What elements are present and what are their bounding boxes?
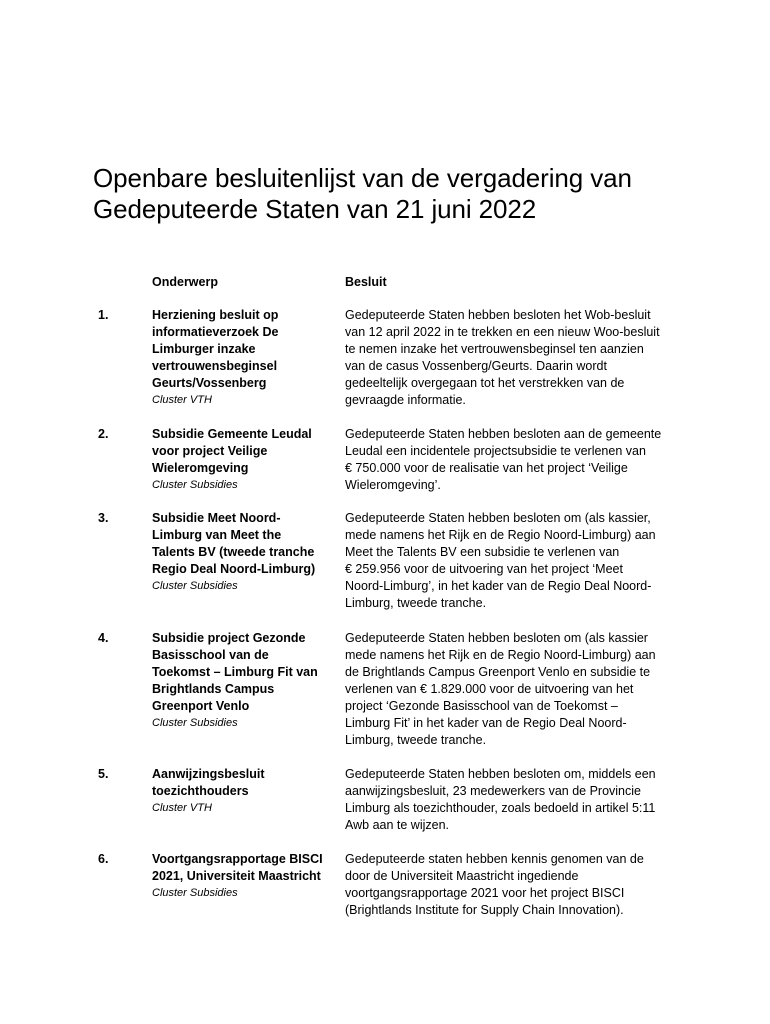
subject-line: Limburger inzake bbox=[152, 342, 256, 356]
decision-line: gevraagde informatie. bbox=[345, 393, 466, 407]
subject-line: Subsidie project Gezonde bbox=[152, 631, 306, 645]
item-number: 6. bbox=[98, 852, 109, 866]
subject-line: Aanwijzingsbesluit bbox=[152, 767, 265, 781]
decision-line: verlenen van € 1.829.000 voor de uitvoering van het bbox=[345, 682, 634, 696]
decision-line: Limburg, tweede tranche. bbox=[345, 733, 487, 747]
decision-line: Limburg Fit’ in het kader van de Regio Deal Noord- bbox=[345, 716, 627, 730]
item-subject bbox=[152, 510, 332, 595]
decision-line: Gedeputeerde Staten hebben besloten aan de gemeente bbox=[345, 427, 662, 441]
item-cluster: Cluster VTH bbox=[152, 394, 212, 406]
item-number: 3. bbox=[98, 511, 109, 525]
decision-line: Limburg, tweede tranche. bbox=[345, 596, 487, 610]
decision-line: Leudal een incidentele projectsubsidie te verlenen van bbox=[345, 444, 646, 458]
subject-line: Herziening besluit op bbox=[152, 308, 279, 322]
item-number: 4. bbox=[98, 631, 109, 645]
decision-line: door de Universiteit Maastricht ingediende bbox=[345, 869, 579, 883]
decision-line: € 259.956 voor de uitvoering van het project ‘Meet bbox=[345, 562, 623, 576]
decision-line: € 750.000 voor de realisatie van het project ‘Veilige bbox=[345, 461, 628, 475]
decision-line: Gedeputeerde Staten hebben besloten om (als kassier bbox=[345, 631, 648, 645]
decision-line: de Brightlands Campus Greenport Venlo en subsidie te bbox=[345, 665, 651, 679]
decision-line: Noord-Limburg’, in het kader van de Regio Deal Noord- bbox=[345, 579, 652, 593]
decision-line: mede namens het Rijk en de Regio Noord-Limburg) aan bbox=[345, 528, 656, 542]
decision-line: gedeeltelijk overgegaan tot het verstrekken van de bbox=[345, 376, 625, 390]
page-title bbox=[93, 163, 713, 225]
item-subject bbox=[152, 426, 332, 494]
subject-line: Subsidie Meet Noord- bbox=[152, 511, 281, 525]
subject-line: Basisschool van de bbox=[152, 648, 269, 662]
item-number: 5. bbox=[98, 767, 109, 781]
item-decision bbox=[345, 766, 685, 834]
subject-line: voor project Veilige bbox=[152, 444, 268, 458]
item-decision bbox=[345, 510, 685, 612]
decision-line: Gedeputeerde Staten hebben besloten om (als kassier, bbox=[345, 511, 651, 525]
subject-line: 2021, Universiteit Maastricht bbox=[152, 869, 321, 883]
decision-line: voortgangsrapportage 2021 voor het project BISCI bbox=[345, 886, 625, 900]
item-cluster: Cluster Subsidies bbox=[152, 887, 238, 899]
decision-line: mede namens het Rijk en de Regio Noord-Limburg) aan bbox=[345, 648, 656, 662]
subject-line: informatieverzoek De bbox=[152, 325, 279, 339]
subject-line: Limburg van Meet the bbox=[152, 528, 282, 542]
decision-line: project ‘Gezonde Basisschool van de Toekomst – bbox=[345, 699, 618, 713]
item-subject bbox=[152, 766, 332, 817]
item-cluster: Cluster Subsidies bbox=[152, 717, 238, 729]
subject-line: Toekomst – Limburg Fit van bbox=[152, 665, 318, 679]
subject-line: Subsidie Gemeente Leudal bbox=[152, 427, 312, 441]
decision-line: Gedeputeerde Staten hebben besloten om, middels een bbox=[345, 767, 656, 781]
decision-line: aanwijzingsbesluit, 23 medewerkers van de Provincie bbox=[345, 784, 641, 798]
item-subject bbox=[152, 851, 332, 902]
decision-line: Wieleromgeving’. bbox=[345, 478, 441, 492]
decision-line: (Brightlands Institute for Supply Chain Innovation). bbox=[345, 903, 624, 917]
item-number: 2. bbox=[98, 427, 109, 441]
decision-line: Meet the Talents BV een subsidie te verlenen van bbox=[345, 545, 620, 559]
decision-line: te nemen inzake het vertrouwensbeginsel ten aanzien bbox=[345, 342, 644, 356]
column-header-subject: Onderwerp bbox=[152, 275, 218, 289]
item-subject bbox=[152, 630, 332, 732]
item-cluster: Cluster Subsidies bbox=[152, 580, 238, 592]
decision-line: van 12 april 2022 in te trekken en een nieuw Woo-besluit bbox=[345, 325, 660, 339]
subject-line: Greenport Venlo bbox=[152, 699, 250, 713]
decision-line: van de casus Vossenberg/Geurts. Daarin wordt bbox=[345, 359, 607, 373]
title-line: Gedeputeerde Staten van 21 juni 2022 bbox=[93, 194, 537, 224]
subject-line: Regio Deal Noord-Limburg) bbox=[152, 562, 316, 576]
decision-line: Gedeputeerde Staten hebben besloten het Wob-besluit bbox=[345, 308, 651, 322]
decision-line: Limburg als toezichthouder, zoals bedoeld in artikel 5:11 bbox=[345, 801, 656, 815]
subject-line: toezichthouders bbox=[152, 784, 249, 798]
subject-line: Brightlands Campus bbox=[152, 682, 275, 696]
subject-line: Wieleromgeving bbox=[152, 461, 249, 475]
item-decision bbox=[345, 426, 685, 494]
decision-line: Awb aan te wijzen. bbox=[345, 818, 449, 832]
title-line: Openbare besluitenlijst van de vergadering van bbox=[93, 163, 632, 193]
subject-line: vertrouwensbeginsel bbox=[152, 359, 278, 373]
subject-line: Voortgangsrapportage BISCI bbox=[152, 852, 323, 866]
item-decision bbox=[345, 307, 685, 409]
item-number: 1. bbox=[98, 308, 109, 322]
subject-line: Talents BV (tweede tranche bbox=[152, 545, 315, 559]
column-header-decision: Besluit bbox=[345, 275, 387, 289]
item-subject bbox=[152, 307, 332, 409]
item-decision bbox=[345, 851, 685, 919]
subject-line: Geurts/Vossenberg bbox=[152, 376, 267, 390]
item-decision bbox=[345, 630, 685, 749]
item-cluster: Cluster VTH bbox=[152, 802, 212, 814]
decision-line: Gedeputeerde staten hebben kennis genomen van de bbox=[345, 852, 644, 866]
item-cluster: Cluster Subsidies bbox=[152, 479, 238, 491]
